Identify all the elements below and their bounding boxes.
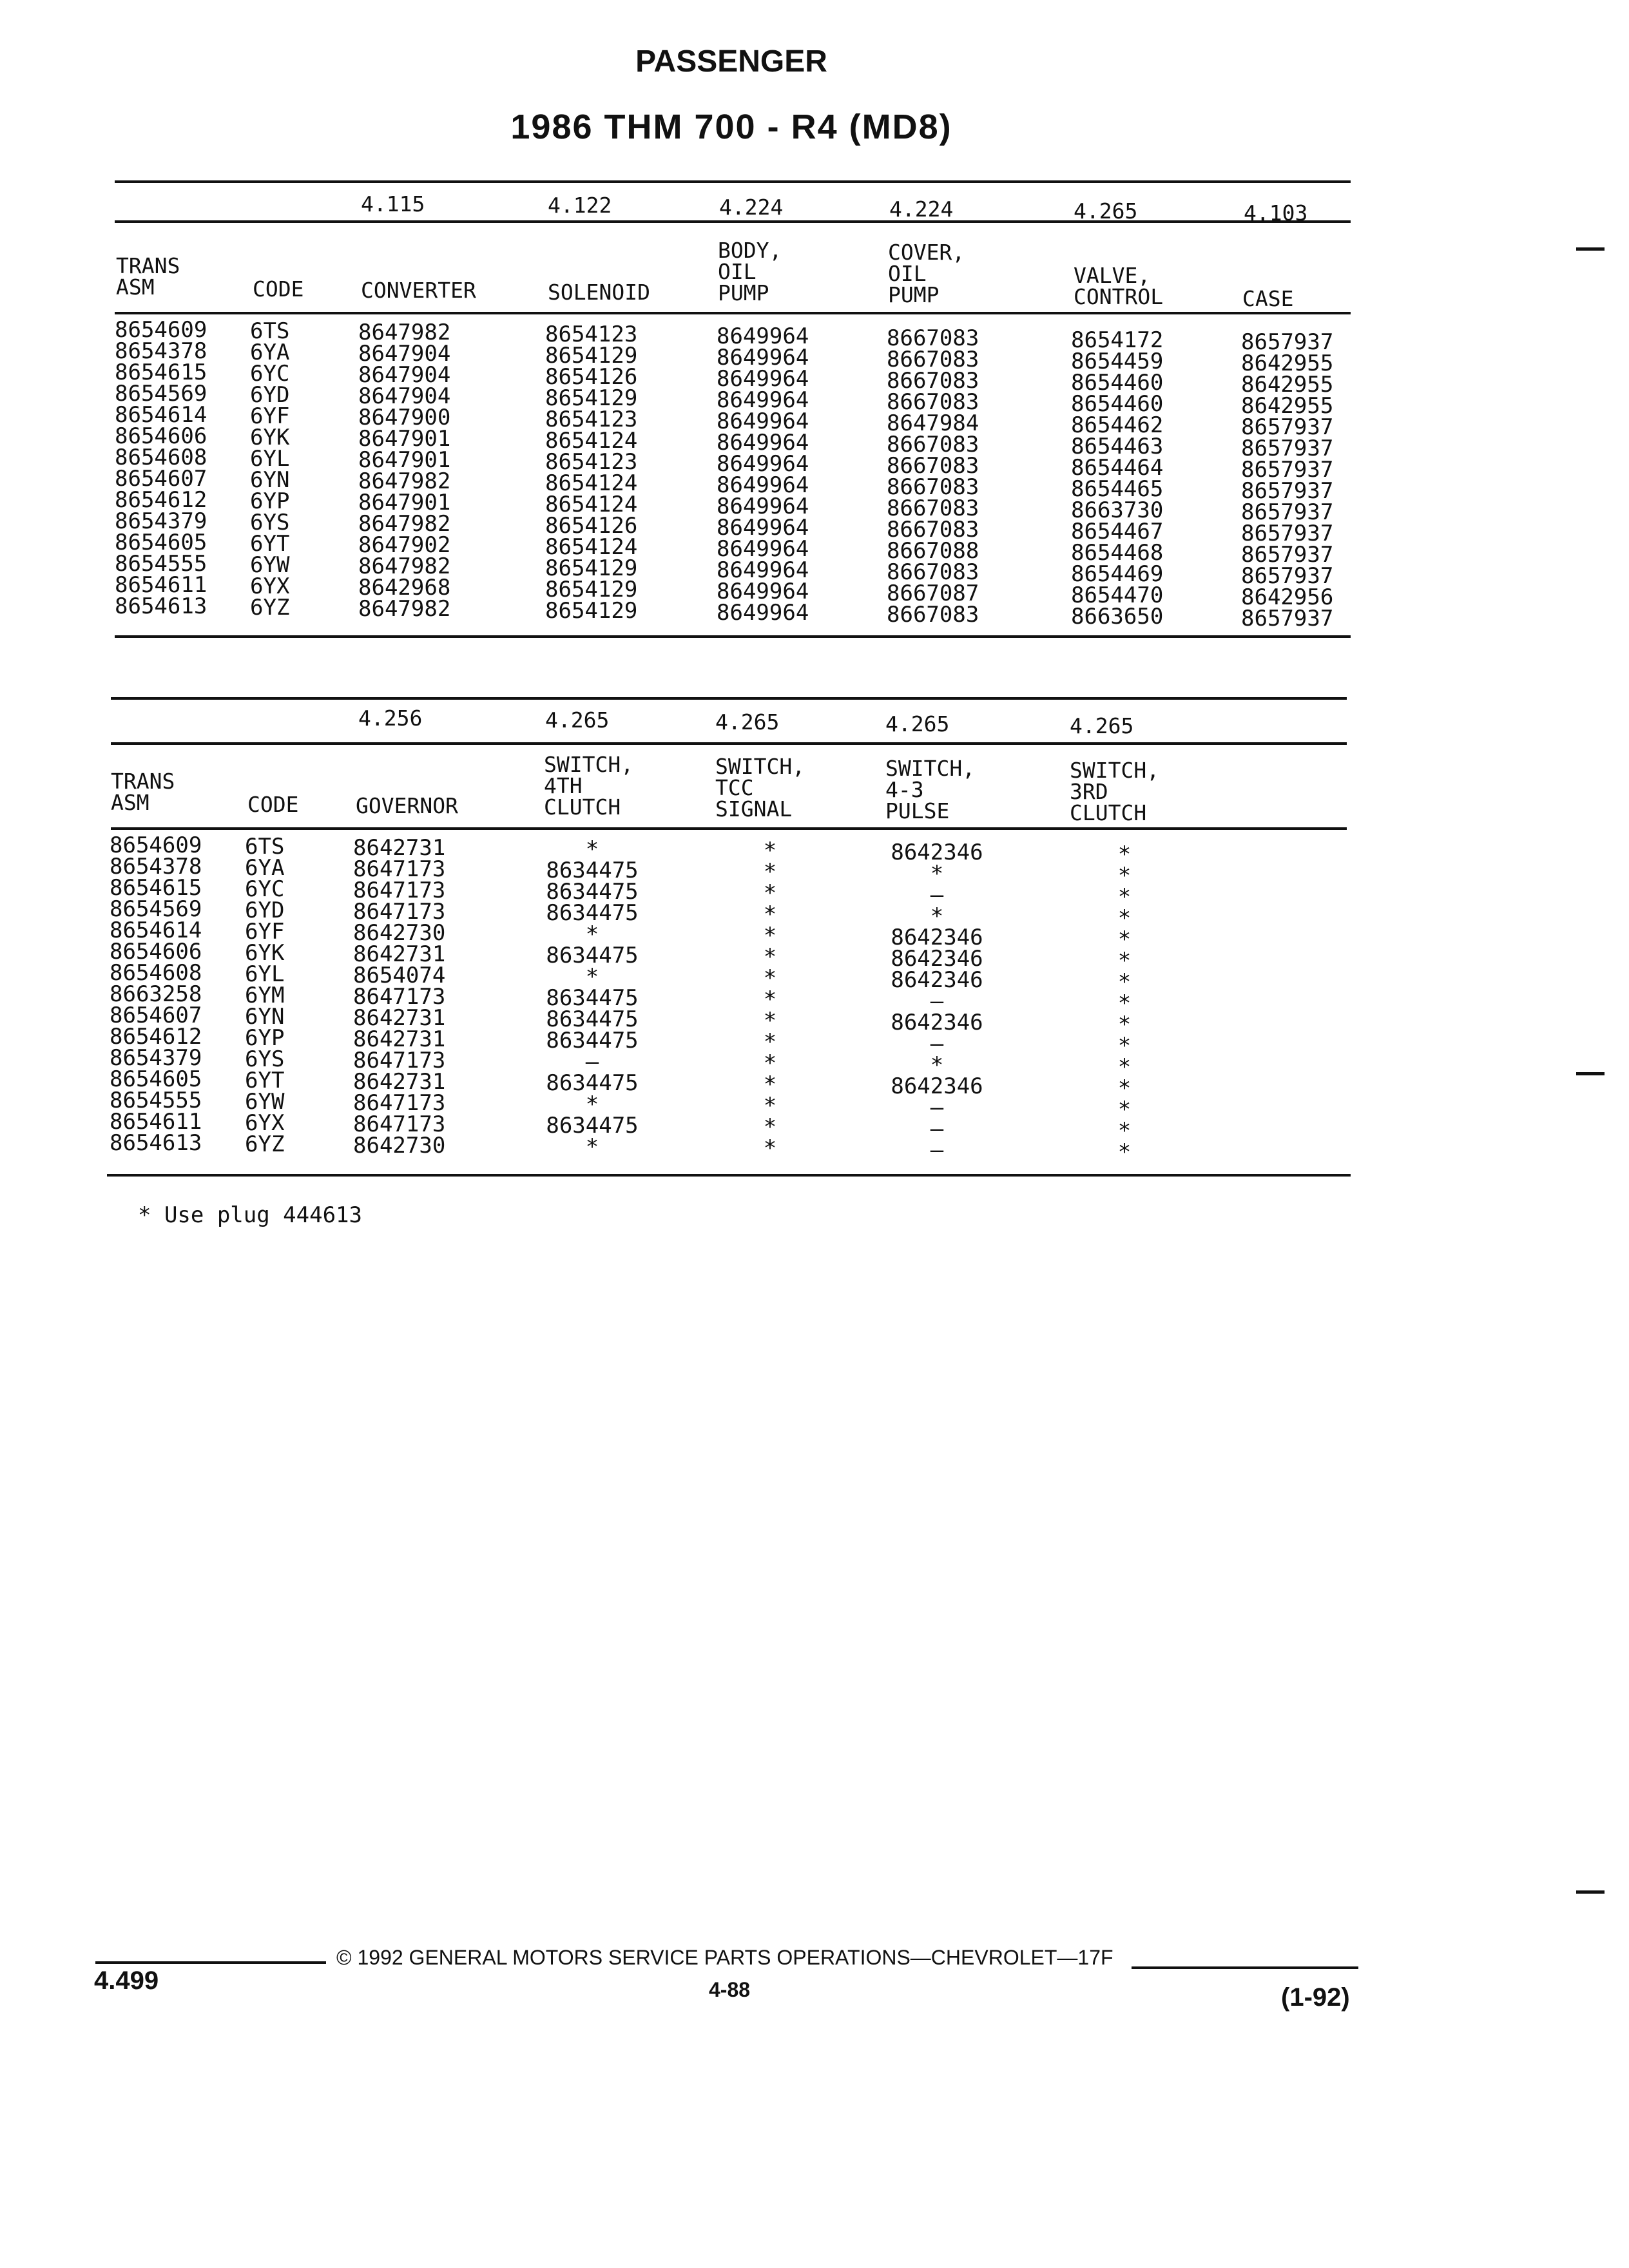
table-cell: 8647904 <box>358 362 451 388</box>
table-cell: 8634475 <box>546 1113 639 1139</box>
table-cell: * <box>930 1052 944 1078</box>
table2-column-switch-4th-clutch <box>539 836 646 1160</box>
table-cell: 8634475 <box>546 943 639 968</box>
table2-header-clutch: CLUTCH <box>1070 800 1147 825</box>
table-cell: 8654172 <box>1071 327 1164 353</box>
table-cell: 8654615 <box>110 875 202 901</box>
table-cell: 6YS <box>245 1046 285 1072</box>
table1-header-trans: TRANS <box>116 253 180 278</box>
table2-section-number: 4.265 <box>885 711 950 736</box>
table-cell: 8654123 <box>545 322 638 347</box>
table-cell: 8654124 <box>545 534 638 560</box>
table-cell: * <box>930 861 944 887</box>
table-cell: – <box>930 1031 944 1057</box>
table1-header-asm: ASM <box>116 274 155 300</box>
table-cell: 8657937 <box>1241 478 1334 504</box>
table-cell: – <box>930 882 944 908</box>
table-cell: 6TS <box>245 834 285 860</box>
table2-header-rule <box>111 827 1347 830</box>
table-cell: 8657937 <box>1241 414 1334 440</box>
table1-header-case: CASE <box>1242 286 1294 311</box>
table-cell: 8654609 <box>110 832 202 858</box>
table-cell: 8634475 <box>546 1070 639 1096</box>
table-cell: 6YS <box>250 510 290 535</box>
table2-section-number: 4.265 <box>715 709 780 735</box>
table-cell: 8654609 <box>115 317 207 343</box>
table-cell: 8667083 <box>887 559 979 585</box>
table-cell: – <box>585 1049 599 1075</box>
table-cell: 8654470 <box>1071 582 1164 608</box>
table2-section-rule <box>111 742 1347 745</box>
table2-header-code: CODE <box>247 792 299 817</box>
table-cell: 6YM <box>245 983 285 1008</box>
table-cell: * <box>763 944 777 970</box>
table-cell: * <box>1117 905 1132 931</box>
table1-section-number: 4.224 <box>889 197 954 222</box>
table-cell: * <box>585 921 599 947</box>
table1-column-cover-oil-pump <box>887 325 979 628</box>
table-cell: 8649964 <box>717 430 809 456</box>
table-cell: 8649964 <box>717 600 809 626</box>
table1-header-cover: COVER, <box>888 240 965 265</box>
table-cell: 8667083 <box>887 347 979 372</box>
table-cell: * <box>763 838 777 863</box>
page-subtitle: 1986 THM 700 - R4 (MD8) <box>510 108 952 146</box>
table-cell: 8654614 <box>115 402 207 428</box>
table-cell: 6YD <box>245 898 285 923</box>
table-cell: 8649964 <box>717 579 809 604</box>
table2-header-tcc: TCC <box>715 775 754 800</box>
table-cell: * <box>1117 990 1132 1016</box>
table-cell: * <box>1117 841 1132 867</box>
table-cell: * <box>1117 863 1132 889</box>
table2-header-signal: SIGNAL <box>715 796 793 822</box>
table2-column-switch-4-3-pulse <box>883 842 991 1161</box>
table-cell: * <box>763 880 777 906</box>
table-cell: 8654462 <box>1071 412 1164 438</box>
table-cell: 8642730 <box>353 1133 446 1158</box>
table-cell: * <box>1117 927 1132 952</box>
table2-header-4-3: 4-3 <box>885 777 924 802</box>
table-cell: 8647904 <box>358 341 451 367</box>
table1-header-pump: PUMP <box>888 282 940 307</box>
table-cell: 6YZ <box>245 1131 285 1157</box>
table-cell: * <box>763 859 777 885</box>
table-cell: 8654123 <box>545 449 638 475</box>
table1-column-trans-asm <box>115 317 207 619</box>
table-cell: 8654465 <box>1071 476 1164 502</box>
table-cell: 8654468 <box>1071 540 1164 566</box>
table-cell: 8647173 <box>353 1048 446 1073</box>
table-cell: – <box>930 988 944 1014</box>
table-cell: 8667083 <box>887 474 979 500</box>
table-cell: 8649964 <box>717 451 809 477</box>
table-cell: 6YX <box>245 1110 285 1136</box>
table-cell: 8667083 <box>887 432 979 457</box>
table-cell: 8654612 <box>115 487 207 513</box>
table-cell: 8654126 <box>545 513 638 539</box>
table-cell: 8642730 <box>353 920 446 946</box>
table-cell: 8654613 <box>115 593 207 619</box>
table-cell: 8654124 <box>545 428 638 454</box>
table-cell: 8654614 <box>110 918 202 943</box>
table1-section-number: 4.103 <box>1244 200 1308 226</box>
table-cell: 6YA <box>250 340 290 365</box>
table-cell: 8647173 <box>353 899 446 925</box>
table-cell: 8634475 <box>546 879 639 905</box>
table-cell: 8667083 <box>887 517 979 543</box>
table2-column-governor <box>353 835 446 1158</box>
table-cell: 6YW <box>250 552 290 578</box>
table-cell: 6YA <box>245 855 285 881</box>
table-cell: 8647982 <box>358 596 451 622</box>
footer-right-rule <box>1132 1966 1358 1969</box>
table-cell: 8654607 <box>110 1003 202 1028</box>
table-cell: 8647984 <box>887 410 979 436</box>
footer-date: (1-92) <box>1281 1983 1350 2012</box>
table-cell: * <box>763 1072 777 1097</box>
table-cell: 8642731 <box>353 1026 446 1052</box>
table-cell: * <box>1117 1033 1132 1059</box>
table-cell: 8654464 <box>1071 455 1164 481</box>
table-cell: 8654129 <box>545 555 638 581</box>
table2-header-asm: ASM <box>111 790 149 815</box>
table-cell: 8657937 <box>1241 606 1334 631</box>
table-cell: 8647173 <box>353 1090 446 1116</box>
table-cell: – <box>930 1095 944 1120</box>
table-cell: 8667083 <box>887 325 979 351</box>
table-cell: 8642731 <box>353 1069 446 1095</box>
table2-header-pulse: PULSE <box>885 798 950 823</box>
table1-header-rule <box>115 312 1351 314</box>
table1-header-body: BODY, <box>718 238 782 263</box>
table-cell: 6YP <box>250 488 290 514</box>
table-cell: 8642346 <box>891 925 983 950</box>
table-cell: 8654613 <box>110 1130 202 1156</box>
table-cell: 8667087 <box>887 581 979 606</box>
table-cell: 8649964 <box>717 515 809 541</box>
table-cell: 8634475 <box>546 858 639 883</box>
table1-column-solenoid <box>545 324 637 622</box>
table-cell: 6YW <box>245 1089 285 1115</box>
table-cell: 8647982 <box>358 511 451 537</box>
footnote: * Use plug 444613 <box>138 1202 362 1228</box>
footer-left-rule <box>95 1961 326 1964</box>
edge-mark <box>1576 1072 1605 1075</box>
table-cell: 6YK <box>245 940 285 966</box>
table-cell: 8667083 <box>887 389 979 415</box>
table-cell: – <box>930 1137 944 1163</box>
table2-header-switch: SWITCH, <box>544 752 634 777</box>
table-cell: 8654467 <box>1071 519 1164 544</box>
table-cell: 8654379 <box>110 1045 202 1071</box>
table-cell: 8654615 <box>115 360 207 385</box>
table-cell: 8647901 <box>358 426 451 452</box>
table-cell: * <box>1117 1012 1132 1037</box>
table-cell: 8654555 <box>110 1088 202 1113</box>
table-cell: 8654612 <box>110 1024 202 1050</box>
table-cell: * <box>930 903 944 929</box>
table-cell: 6YF <box>250 403 290 429</box>
table-cell: 8642346 <box>891 1073 983 1099</box>
table-cell: 8654378 <box>115 338 207 364</box>
table-cell: 8649964 <box>717 366 809 392</box>
table-cell: 8654459 <box>1071 349 1164 374</box>
table-cell: * <box>585 964 599 990</box>
table2-header-clutch: CLUTCH <box>544 794 621 820</box>
table-cell: 8642955 <box>1241 351 1334 376</box>
table-cell: 8667083 <box>887 602 979 628</box>
table-cell: 8654605 <box>115 530 207 555</box>
table-cell: 8649964 <box>717 387 809 413</box>
table-cell: 8647901 <box>358 490 451 515</box>
table-cell: 8657937 <box>1241 329 1334 355</box>
table-cell: 8654608 <box>115 445 207 470</box>
table-cell: 8642346 <box>891 840 983 865</box>
page-title: PASSENGER <box>635 44 827 79</box>
edge-mark <box>1576 247 1605 251</box>
table-cell: 8654611 <box>110 1109 202 1135</box>
table1-header-converter: CONVERTER <box>361 278 476 303</box>
table-cell: 8654378 <box>110 854 202 879</box>
table-cell: 8647904 <box>358 383 451 409</box>
table1-top-rule <box>115 180 1351 183</box>
table-cell: 6TS <box>250 318 290 344</box>
table-cell: 8667083 <box>887 368 979 394</box>
table2-header-switch: SWITCH, <box>1070 758 1160 783</box>
table-cell: 8654555 <box>115 551 207 577</box>
table1-header-oil: OIL <box>718 259 757 284</box>
table-cell: 8663258 <box>110 981 202 1007</box>
table-cell: 8654569 <box>115 381 207 407</box>
table-cell: 8657937 <box>1241 542 1334 568</box>
table-cell: 6YT <box>245 1068 285 1093</box>
table-cell: * <box>585 1134 599 1160</box>
table-cell: * <box>1117 1139 1132 1165</box>
table2-bottom-rule <box>107 1174 1351 1177</box>
table-cell: * <box>763 1050 777 1076</box>
table2-section-number: 4.265 <box>545 707 610 733</box>
table-cell: 8654129 <box>545 598 638 624</box>
table2-header-switch: SWITCH, <box>715 754 805 779</box>
table-cell: 8647900 <box>358 405 451 430</box>
table-cell: 6YX <box>250 573 290 599</box>
edge-mark <box>1576 1890 1605 1894</box>
table-cell: * <box>763 1029 777 1055</box>
table-cell: 8642956 <box>1241 584 1334 610</box>
table1-section-number: 4.224 <box>719 195 784 220</box>
table-cell: 6YC <box>245 876 285 902</box>
table-cell: 8667083 <box>887 495 979 521</box>
footer-page-number: 4-88 <box>709 1978 751 2001</box>
table-cell: 8654129 <box>545 577 638 602</box>
table-cell: * <box>1117 1118 1132 1144</box>
table-cell: 8654129 <box>545 343 638 369</box>
table1-column-code <box>250 318 290 620</box>
table-cell: 8649964 <box>717 323 809 349</box>
table-cell: 8647173 <box>353 856 446 882</box>
table-cell: * <box>763 1008 777 1033</box>
table1-header-control: CONTROL <box>1074 284 1164 309</box>
table-cell: * <box>763 1135 777 1161</box>
table-cell: * <box>763 901 777 927</box>
table2-header-trans: TRANS <box>111 769 175 794</box>
table-cell: 8654469 <box>1071 561 1164 587</box>
table-cell: 8647173 <box>353 1111 446 1137</box>
table-cell: 8634475 <box>546 985 639 1011</box>
table1-column-converter <box>358 322 450 620</box>
table-cell: 8654460 <box>1071 391 1164 417</box>
table-cell: 8663650 <box>1071 604 1164 629</box>
table1-bottom-rule <box>115 635 1351 638</box>
table1-section-number: 4.122 <box>548 193 612 218</box>
table-cell: * <box>763 1114 777 1140</box>
table-cell: * <box>585 836 599 862</box>
table-cell: 6YF <box>245 919 285 945</box>
table-cell: 8642346 <box>891 946 983 972</box>
footer-section-number: 4.499 <box>94 1966 159 1995</box>
table-cell: 8649964 <box>717 557 809 583</box>
table-cell: 8654608 <box>110 960 202 986</box>
table-cell: 8654379 <box>115 508 207 534</box>
table-cell: 8657937 <box>1241 457 1334 483</box>
table-cell: 8654606 <box>110 939 202 965</box>
table1-column-body-oil-pump <box>717 323 809 626</box>
table-cell: 8667088 <box>887 538 979 564</box>
table1-section-number: 4.265 <box>1074 198 1138 224</box>
table-cell: 8647902 <box>358 532 451 558</box>
table-cell: 8647982 <box>358 553 451 579</box>
table-cell: 6YN <box>250 467 290 493</box>
table1-header-code: CODE <box>253 276 304 302</box>
table-cell: * <box>763 965 777 991</box>
table-cell: 8654123 <box>545 407 638 432</box>
table-cell: 8642346 <box>891 1010 983 1035</box>
table-cell: 8647982 <box>358 468 451 494</box>
table-cell: 8654074 <box>353 963 446 988</box>
table-cell: 8634475 <box>546 900 639 926</box>
table-cell: 6YP <box>245 1025 285 1051</box>
table-cell: 8657937 <box>1241 499 1334 525</box>
table1-header-valve: VALVE, <box>1074 263 1151 288</box>
table-cell: 8654569 <box>110 896 202 922</box>
table-cell: * <box>1117 884 1132 910</box>
footer-copyright: © 1992 GENERAL MOTORS SERVICE PARTS OPERATIONS—CHEVROLET—17F <box>336 1946 1113 1969</box>
table-cell: 8634475 <box>546 1028 639 1053</box>
table2-column-switch-3rd-clutch <box>1070 841 1179 1165</box>
table-cell: 6YD <box>250 382 290 408</box>
table-cell: 6YK <box>250 425 290 450</box>
table-cell: 8657937 <box>1241 521 1334 546</box>
table-cell: 8654124 <box>545 492 638 517</box>
table-cell: 8654463 <box>1071 434 1164 459</box>
table-cell: 8642968 <box>358 575 451 601</box>
table-cell: * <box>1117 948 1132 974</box>
table-cell: 8654126 <box>545 364 638 390</box>
table1-header-oil: OIL <box>888 261 927 286</box>
table2-section-number: 4.265 <box>1070 713 1134 738</box>
table-cell: 6YZ <box>250 595 290 620</box>
table1-header-pump: PUMP <box>718 280 769 305</box>
table2-header-4th: 4TH <box>544 773 583 798</box>
table1-header-solenoid: SOLENOID <box>548 280 650 305</box>
table-cell: 8654129 <box>545 385 638 411</box>
table-cell: 8657937 <box>1241 436 1334 461</box>
table-cell: 8649964 <box>717 494 809 519</box>
table-cell: 8642731 <box>353 835 446 861</box>
table-cell: 6YC <box>250 361 290 387</box>
table-cell: 8654460 <box>1071 370 1164 396</box>
table-cell: 8642731 <box>353 1005 446 1031</box>
table-cell: 6YN <box>245 1004 285 1030</box>
table1-section-number: 4.115 <box>361 191 425 216</box>
table-cell: * <box>1117 1054 1132 1080</box>
table2-column-trans-asm <box>110 832 202 1156</box>
table-cell: 8647173 <box>353 984 446 1010</box>
table2-section-number: 4.256 <box>358 706 423 731</box>
table2-header-switch: SWITCH, <box>885 756 976 781</box>
table-cell: 8642955 <box>1241 393 1334 419</box>
table-cell: * <box>763 986 777 1012</box>
table-cell: 8649964 <box>717 408 809 434</box>
table-cell: 8663730 <box>1071 497 1164 523</box>
table-cell: 8654605 <box>110 1066 202 1092</box>
table-cell: 6YT <box>250 531 290 557</box>
table-cell: 8657937 <box>1241 563 1334 589</box>
table2-column-switch-tcc-signal <box>715 840 825 1159</box>
table-cell: 8647901 <box>358 447 451 473</box>
table-cell: 8654607 <box>115 466 207 492</box>
table-cell: 8647173 <box>353 878 446 903</box>
table2-header-governor: GOVERNOR <box>356 793 458 818</box>
table2-header-3rd: 3RD <box>1070 779 1108 804</box>
table-cell: 8654606 <box>115 423 207 449</box>
table-cell: 8634475 <box>546 1006 639 1032</box>
table2-top-rule <box>111 697 1347 700</box>
table-cell: 8649964 <box>717 472 809 498</box>
table-cell: 6YL <box>245 961 285 987</box>
table-cell: 8654124 <box>545 470 638 496</box>
table-cell: 8642346 <box>891 967 983 993</box>
table-cell: * <box>763 1093 777 1119</box>
table-cell: * <box>585 1091 599 1117</box>
table-cell: * <box>1117 1097 1132 1122</box>
table-cell: 8649964 <box>717 536 809 562</box>
table-cell: * <box>763 923 777 948</box>
table-cell: 8642731 <box>353 941 446 967</box>
table2-column-code <box>245 836 284 1155</box>
table-cell: * <box>1117 969 1132 995</box>
table-cell: 8667083 <box>887 453 979 479</box>
table-cell: 8654611 <box>115 572 207 598</box>
table-cell: 8642955 <box>1241 372 1334 398</box>
table-cell: – <box>930 1116 944 1142</box>
table1-column-case <box>1241 329 1334 631</box>
table-cell: 6YL <box>250 446 290 472</box>
table1-section-rule <box>115 220 1351 223</box>
table-cell: 8649964 <box>717 345 809 370</box>
table1-column-valve-control <box>1071 327 1164 629</box>
table-cell: 8647982 <box>358 320 451 345</box>
table-cell: * <box>1117 1075 1132 1101</box>
